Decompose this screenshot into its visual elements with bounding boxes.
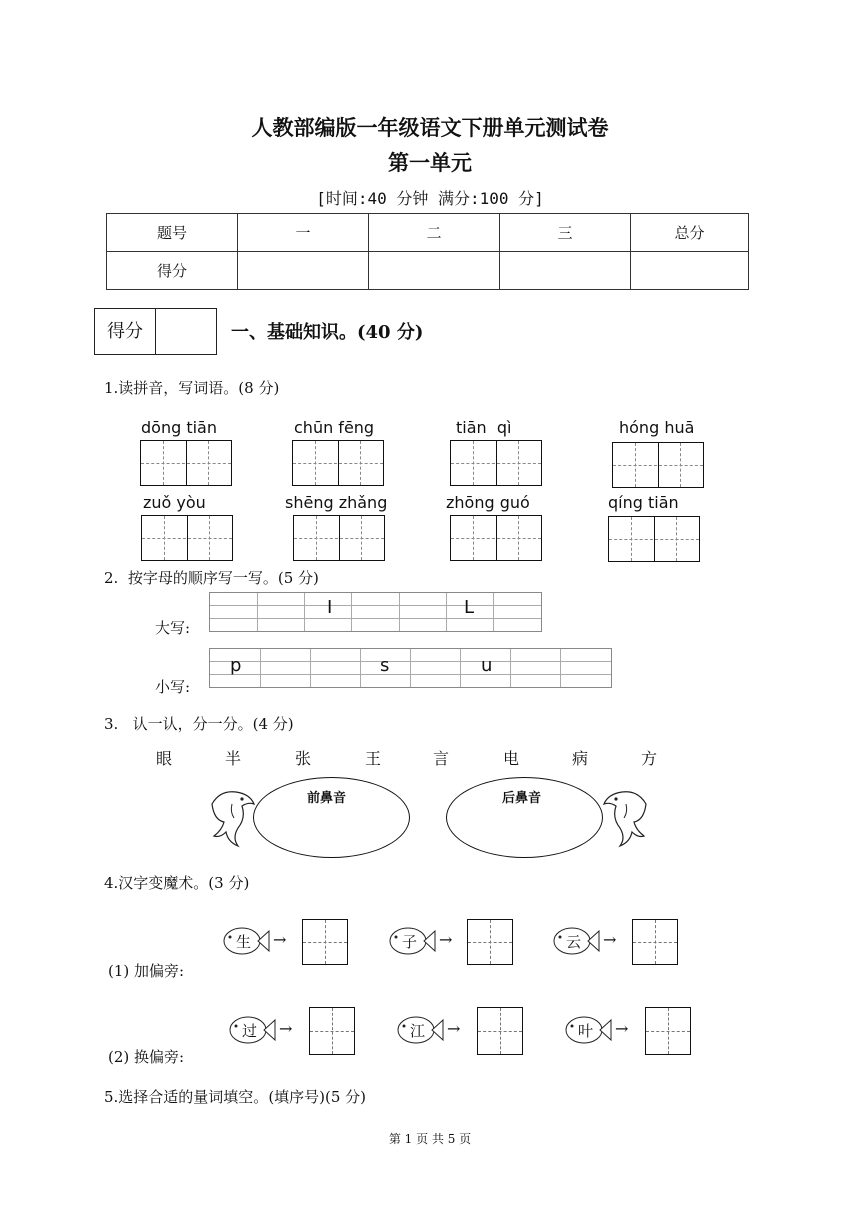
section-title: 一、基础知识。(40 分) xyxy=(231,322,424,343)
arrow-icon: → xyxy=(273,930,287,949)
score-input-cell[interactable] xyxy=(500,252,631,290)
arrow-icon: → xyxy=(279,1019,293,1038)
answer-box[interactable] xyxy=(309,1007,355,1055)
sort-char: 言 xyxy=(433,749,450,768)
score-input-cell[interactable] xyxy=(369,252,500,290)
writing-grid[interactable] xyxy=(141,515,233,561)
sort-char: 王 xyxy=(365,749,382,768)
sort-char: 张 xyxy=(295,749,312,768)
part-1-label: (1) 加偏旁: xyxy=(108,962,185,980)
sort-char: 方 xyxy=(641,749,658,768)
pinyin-label: qíng tiān xyxy=(608,493,679,512)
score-table-cell: 总分 xyxy=(631,214,749,252)
lowercase-letter: s xyxy=(380,655,390,676)
sort-char: 半 xyxy=(225,749,242,768)
score-table-cell: 三 xyxy=(500,214,631,252)
arrow-icon: → xyxy=(615,1019,629,1038)
writing-grid[interactable] xyxy=(450,440,542,486)
sort-char: 眼 xyxy=(156,749,173,768)
section-score-label: 得分 xyxy=(95,309,156,354)
question-4-prompt: 4.汉字变魔术。(3 分) xyxy=(104,874,250,892)
lowercase-writing-lines[interactable] xyxy=(209,648,612,688)
uppercase-writing-lines[interactable] xyxy=(209,592,542,632)
sort-char: 病 xyxy=(572,749,589,768)
pinyin-label: dōng tiān xyxy=(141,418,217,437)
front-nasal-label: 前鼻音 xyxy=(307,791,347,806)
back-nasal-label: 后鼻音 xyxy=(502,791,542,806)
arrow-icon: → xyxy=(447,1019,461,1038)
uppercase-letter: I xyxy=(327,597,333,618)
score-table-cell: 一 xyxy=(238,214,369,252)
time-info: [时间:40 分钟 满分:100 分] xyxy=(316,189,544,208)
score-table-score-row xyxy=(107,252,749,290)
writing-grid[interactable] xyxy=(293,515,385,561)
arrow-icon: → xyxy=(439,930,453,949)
pinyin-label: chūn fēng xyxy=(294,418,375,437)
dolphin-icon xyxy=(202,782,260,850)
question-3-prompt: 3. 认一认，分一分。(4 分) xyxy=(104,715,294,733)
section-score-input[interactable] xyxy=(156,309,215,354)
pinyin-label: zuǒ yòu xyxy=(143,493,206,512)
score-table-cell: 得分 xyxy=(107,252,238,290)
pinyin-label: hóng huā xyxy=(619,418,695,437)
answer-box[interactable] xyxy=(302,919,348,965)
question-2-prompt: 2. 按字母的顺序写一写。(5 分) xyxy=(104,569,319,587)
page-footer: 第 1 页 共 5 页 xyxy=(388,1132,472,1146)
uppercase-letter: L xyxy=(464,597,475,618)
score-table xyxy=(106,213,749,290)
exam-title: 人教部编版一年级语文下册单元测试卷 xyxy=(251,115,609,140)
writing-grid[interactable] xyxy=(608,516,700,562)
lowercase-label: 小写: xyxy=(155,678,191,696)
writing-grid[interactable] xyxy=(450,515,542,561)
writing-grid[interactable] xyxy=(140,440,232,486)
answer-box[interactable] xyxy=(645,1007,691,1055)
dolphin-icon xyxy=(598,782,656,850)
section-score-box xyxy=(94,308,217,355)
writing-grid[interactable] xyxy=(612,442,704,488)
fish-char: 云 xyxy=(566,933,582,951)
uppercase-label: 大写: xyxy=(155,619,191,637)
lowercase-letter: p xyxy=(230,655,242,676)
pinyin-label: zhōng guó xyxy=(446,493,530,512)
fish-char: 生 xyxy=(236,933,252,951)
writing-grid[interactable] xyxy=(292,440,384,486)
question-1-prompt: 1.读拼音，写词语。(8 分) xyxy=(104,379,280,397)
unit-title: 第一单元 xyxy=(388,150,472,175)
fish-char: 过 xyxy=(242,1022,258,1040)
answer-box[interactable] xyxy=(632,919,678,965)
answer-box[interactable] xyxy=(477,1007,523,1055)
arrow-icon: → xyxy=(603,930,617,949)
part-2-label: (2) 换偏旁: xyxy=(108,1048,185,1066)
pinyin-label: shēng zhǎng xyxy=(285,493,388,512)
fish-char: 叶 xyxy=(578,1022,594,1040)
sort-char: 电 xyxy=(503,749,520,768)
score-input-cell[interactable] xyxy=(238,252,369,290)
question-5-prompt: 5.选择合适的量词填空。(填序号)(5 分) xyxy=(104,1088,367,1106)
fish-char: 江 xyxy=(410,1022,426,1040)
fish-char: 子 xyxy=(402,933,418,951)
score-table-header-row xyxy=(107,214,749,252)
pinyin-label: tiān qì xyxy=(456,418,512,437)
answer-box[interactable] xyxy=(467,919,513,965)
score-table-cell: 二 xyxy=(369,214,500,252)
score-input-cell[interactable] xyxy=(631,252,749,290)
score-table-cell: 题号 xyxy=(107,214,238,252)
lowercase-letter: u xyxy=(481,655,493,676)
